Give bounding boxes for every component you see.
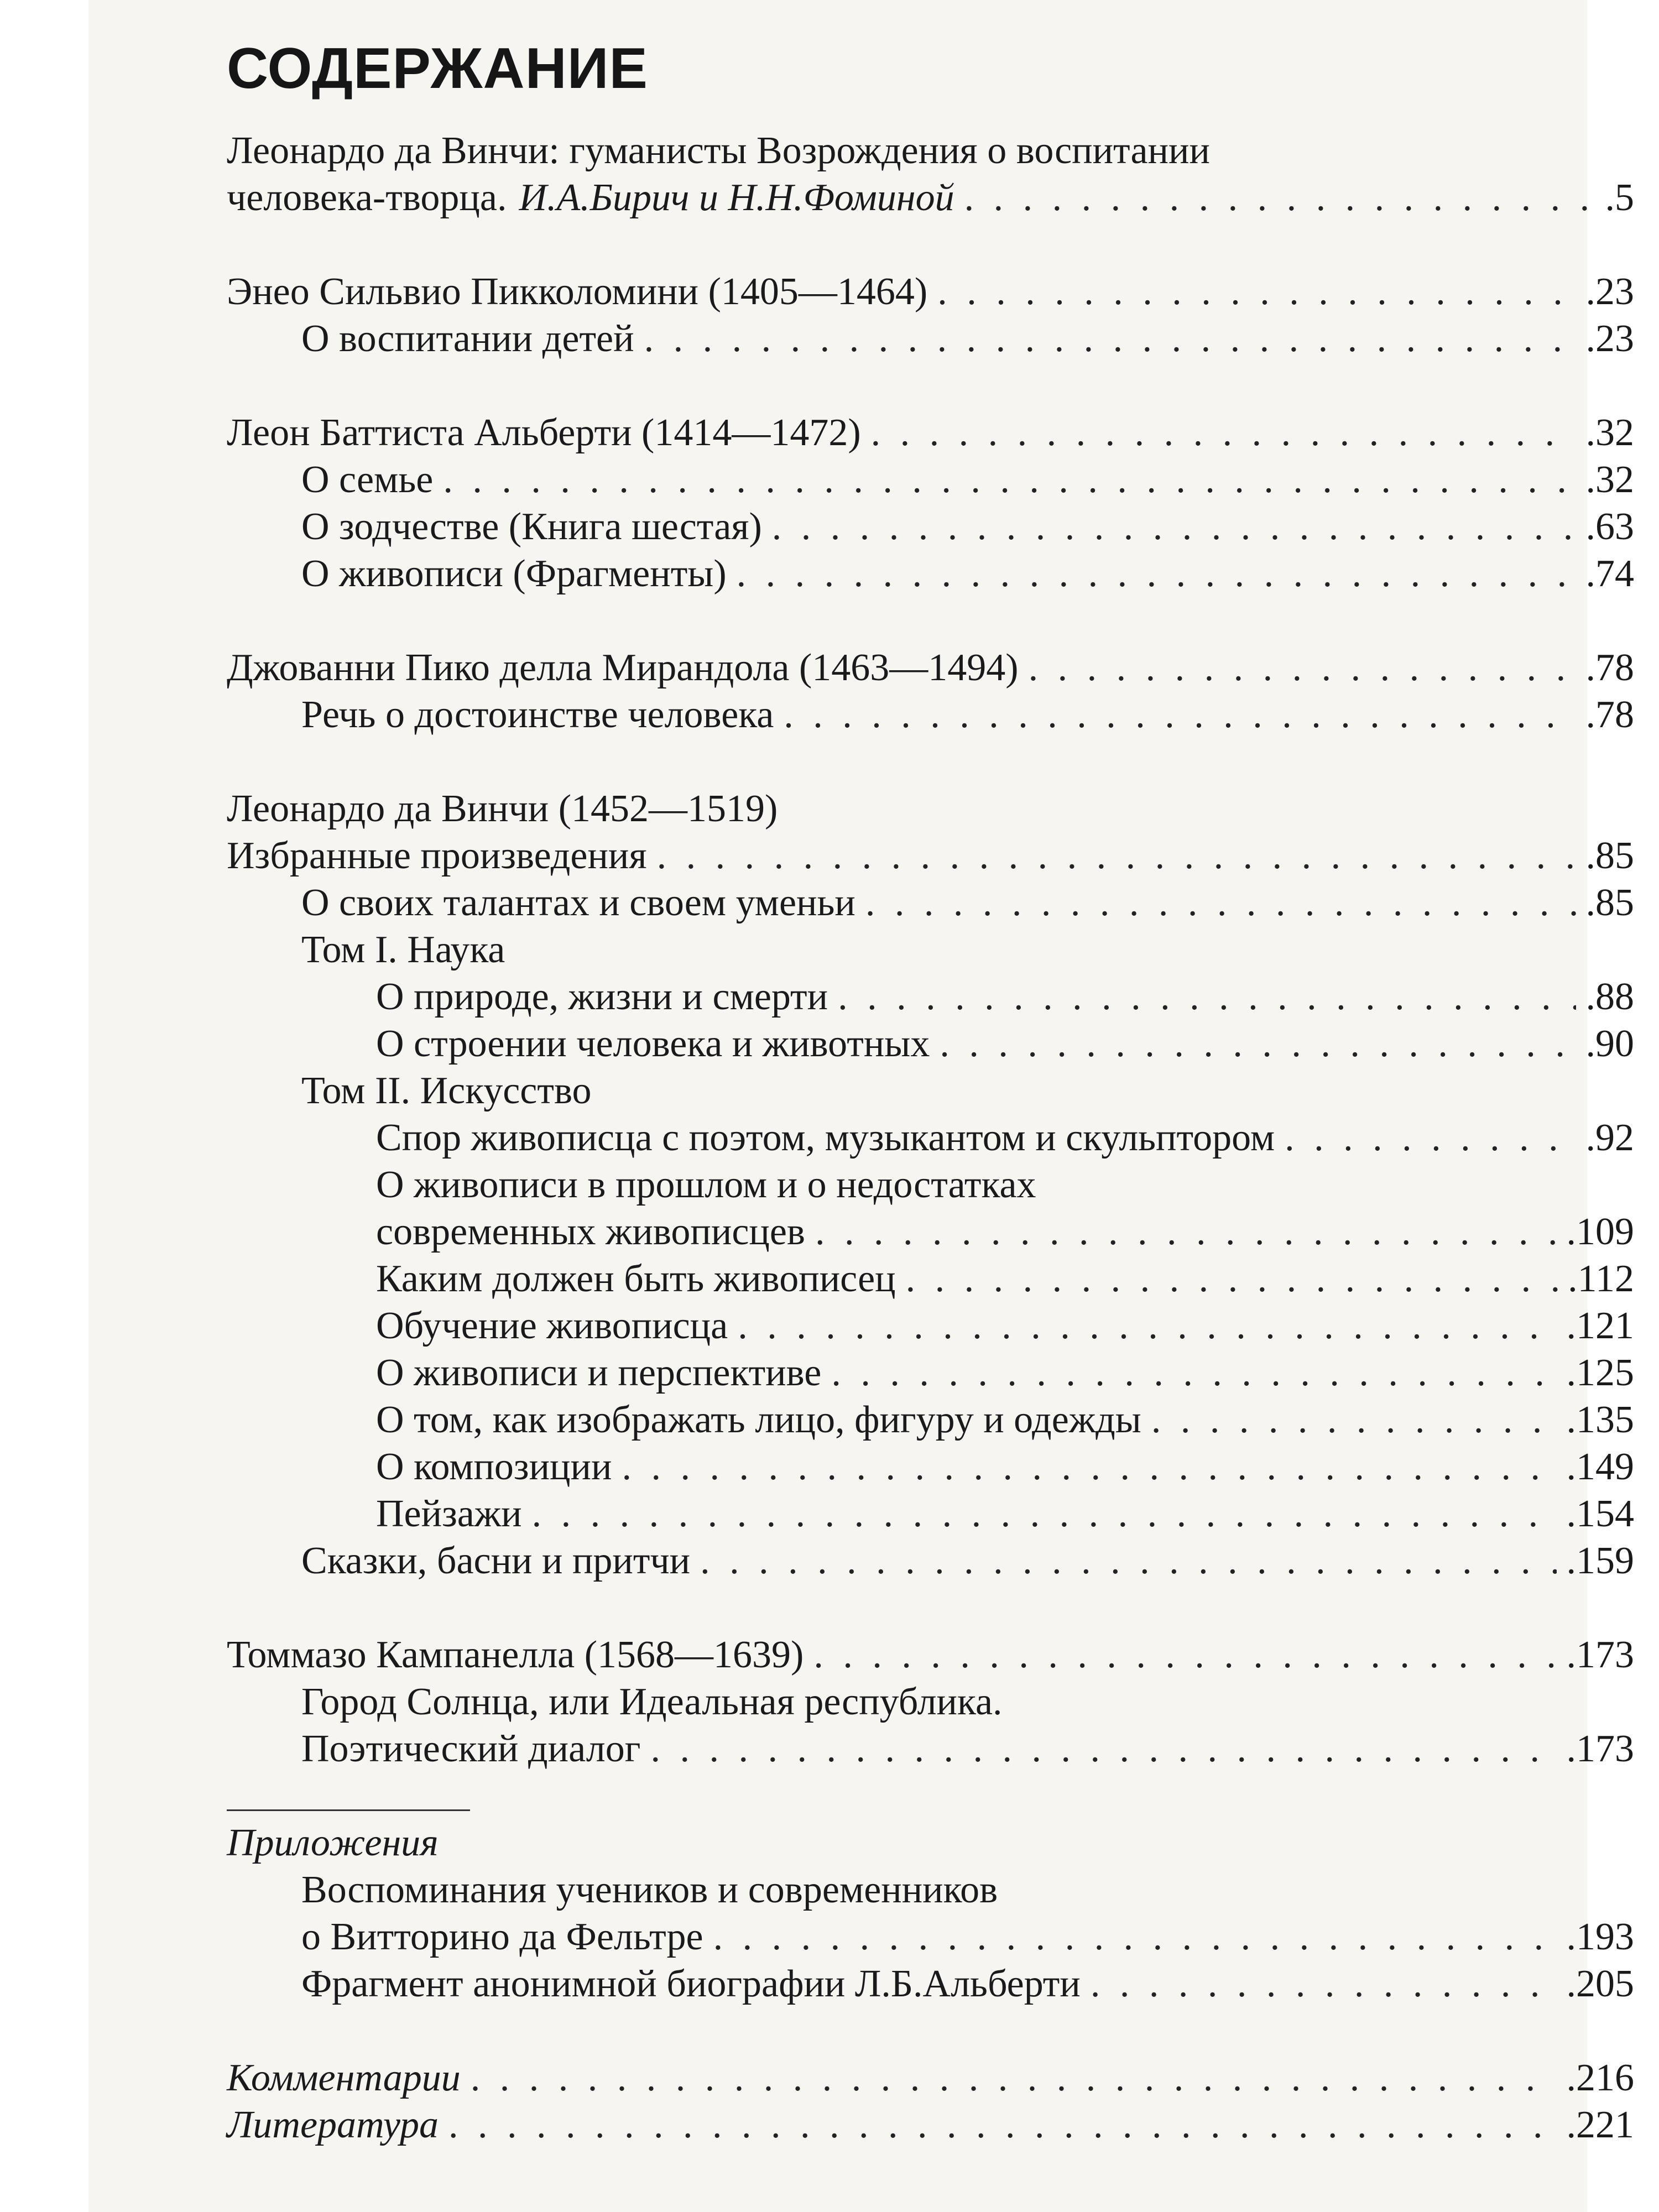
entry-title: О живописи (Фрагменты) [301,552,727,595]
entry-title: Литература [227,2104,439,2146]
entry-title: Том II. Искусство [301,1070,592,1112]
entry-title: Приложения [227,1822,439,1864]
page-number: .78 [1585,646,1634,689]
toc-entry [227,1161,1634,1208]
entry-title: О живописи и перспективе [376,1352,822,1394]
toc-entry [227,1819,1634,1866]
toc-entry [227,1725,1634,1772]
toc-entry [227,268,1634,315]
entry-title: О воспитании детей [301,317,634,360]
dot-leader [813,1631,1556,1678]
page-number: .5 [1605,176,1634,219]
toc-entry [227,973,1634,1020]
page-number: .193 [1566,1916,1634,1958]
table-of-contents [227,127,1634,2148]
entry-title: О зодчестве (Книга шестая) [301,505,762,548]
page-number: .154 [1566,1493,1634,1535]
toc-entry [227,926,1634,973]
dot-leader [906,1255,1558,1302]
entry-title: О природе, жизни и смерти [376,975,828,1018]
book-page [88,0,1634,2212]
entry-title: О живописи в прошлом и о недостатках [376,1164,1036,1206]
page-number: .173 [1566,1634,1634,1676]
page-number: .85 [1585,881,1634,924]
dot-leader [1285,1114,1575,1161]
toc-entry [227,127,1634,174]
page-title: СОДЕРЖАНИЕ [227,36,648,101]
toc-entry [227,456,1634,503]
page-number: .74 [1585,552,1634,595]
page-number: .159 [1566,1540,1634,1582]
toc-entry [227,2101,1634,2148]
dot-leader [738,1302,1556,1349]
toc-entry [227,1349,1634,1396]
toc-entry [227,1678,1634,1725]
entry-title: Комментарии [227,2057,461,2099]
toc-entry [227,1866,1634,1913]
toc-entry [227,1913,1634,1960]
page-number: .112 [1568,1258,1634,1300]
toc-entry [227,1537,1634,1584]
page-number: .205 [1566,1963,1634,2005]
toc-entry [227,2054,1634,2101]
dot-leader [937,268,1575,315]
toc-entry [227,1208,1634,1255]
page-number: .63 [1585,505,1634,548]
toc-entry [227,174,1634,221]
entry-title: современных живописцев [376,1211,805,1253]
page-number: .78 [1585,693,1634,736]
page-number: .23 [1585,270,1634,313]
page-number: .23 [1585,317,1634,360]
page-number: .85 [1585,834,1634,877]
toc-entry [227,1631,1634,1678]
dot-leader [1029,644,1576,691]
toc-entry [227,409,1634,456]
entry-title: о Витторино да Фельтре [301,1916,703,1958]
page-number: .149 [1566,1446,1634,1488]
dot-leader [700,1537,1556,1584]
page-number: .88 [1585,975,1634,1018]
dot-leader [1151,1396,1557,1443]
entry-title: Фрагмент анонимной биографии Л.Б.Альберти [301,1963,1081,2005]
toc-entry [227,1020,1634,1067]
entry-title: Обучение живописца [376,1305,728,1347]
page-number: .90 [1585,1022,1634,1065]
dot-leader [657,832,1576,879]
dot-leader [871,409,1576,456]
entry-title: Леон Баттиста Альберти (1414—1472) [227,411,861,454]
toc-entry [227,1443,1634,1490]
entry-title: О том, как изображать лицо, фигуру и одежды [376,1399,1141,1441]
toc-entry [227,785,1634,832]
page-number: .135 [1566,1399,1634,1441]
entry-title: Каким должен быть живописец [376,1258,896,1300]
page-number: .125 [1566,1352,1634,1394]
appendix-divider [227,1809,470,1811]
page-number: .121 [1566,1305,1634,1347]
page-number: .92 [1585,1117,1634,1159]
toc-entry [227,1396,1634,1443]
toc-entry [227,1114,1634,1161]
entry-title: Город Солнца, или Идеальная республика. [301,1681,1003,1723]
dot-leader [443,456,1575,503]
dot-leader [471,2054,1557,2101]
entry-title: О композиции [376,1446,612,1488]
dot-leader [940,1020,1575,1067]
entry-authors: И.А.Бирич и Н.Н.Фоминой [519,176,954,219]
dot-leader [865,879,1576,926]
dot-leader [831,1349,1556,1396]
entry-title: Леонардо да Винчи: гуманисты Возрождения о воспитании [227,129,1210,172]
toc-entry [227,1255,1634,1302]
page-number: .216 [1566,2057,1634,2099]
dot-leader [713,1913,1557,1960]
entry-title: О своих талантах и своем уменьи [301,881,855,924]
entry-title: Том I. Наука [301,928,505,971]
toc-entry [227,315,1634,362]
dot-leader [964,174,1595,221]
entry-title: О строении человека и животных [376,1022,930,1065]
dot-leader [448,2101,1557,2148]
page-number: .221 [1566,2104,1634,2146]
toc-entry [227,644,1634,691]
toc-entry [227,832,1634,879]
dot-leader [815,1208,1557,1255]
toc-entry [227,691,1634,738]
entry-title: О семье [301,458,434,501]
dot-leader [532,1490,1557,1537]
dot-leader [644,315,1576,362]
dot-leader [650,1725,1556,1772]
dot-leader [772,503,1576,550]
page-number: .109 [1566,1211,1634,1253]
entry-title: Леонардо да Винчи (1452—1519) [227,787,778,830]
toc-entry [227,550,1634,597]
page-number: .32 [1585,411,1634,454]
entry-title: Сказки, басни и притчи [301,1540,691,1582]
entry-title: Пейзажи [376,1493,522,1535]
entry-title: Спор живописца с поэтом, музыкантом и скульптором [376,1117,1275,1159]
dot-leader [784,691,1575,738]
entry-title: Энео Сильвио Пикколомини (1405—1464) [227,270,928,313]
dot-leader [622,1443,1556,1490]
page-number: .173 [1566,1728,1634,1770]
entry-title: Томмазо Кампанелла (1568—1639) [227,1634,804,1676]
entry-title: Джованни Пико делла Мирандола (1463—1494) [227,646,1019,689]
page-number: .32 [1585,458,1634,501]
entry-title: Поэтический диалог [301,1728,641,1770]
toc-entry [227,1302,1634,1349]
toc-entry [227,1067,1634,1114]
dot-leader [737,550,1576,597]
toc-entry [227,1960,1634,2007]
toc-entry [227,503,1634,550]
entry-title: Воспоминания учеников и современников [301,1869,998,1911]
toc-entry [227,879,1634,926]
entry-title: Речь о достоинстве человека [301,693,774,736]
toc-entry [227,1490,1634,1537]
entry-title: Избранные произведения [227,834,647,877]
entry-title: человека-творца. [227,176,507,219]
dot-leader [838,973,1575,1020]
dot-leader [1091,1960,1557,2007]
